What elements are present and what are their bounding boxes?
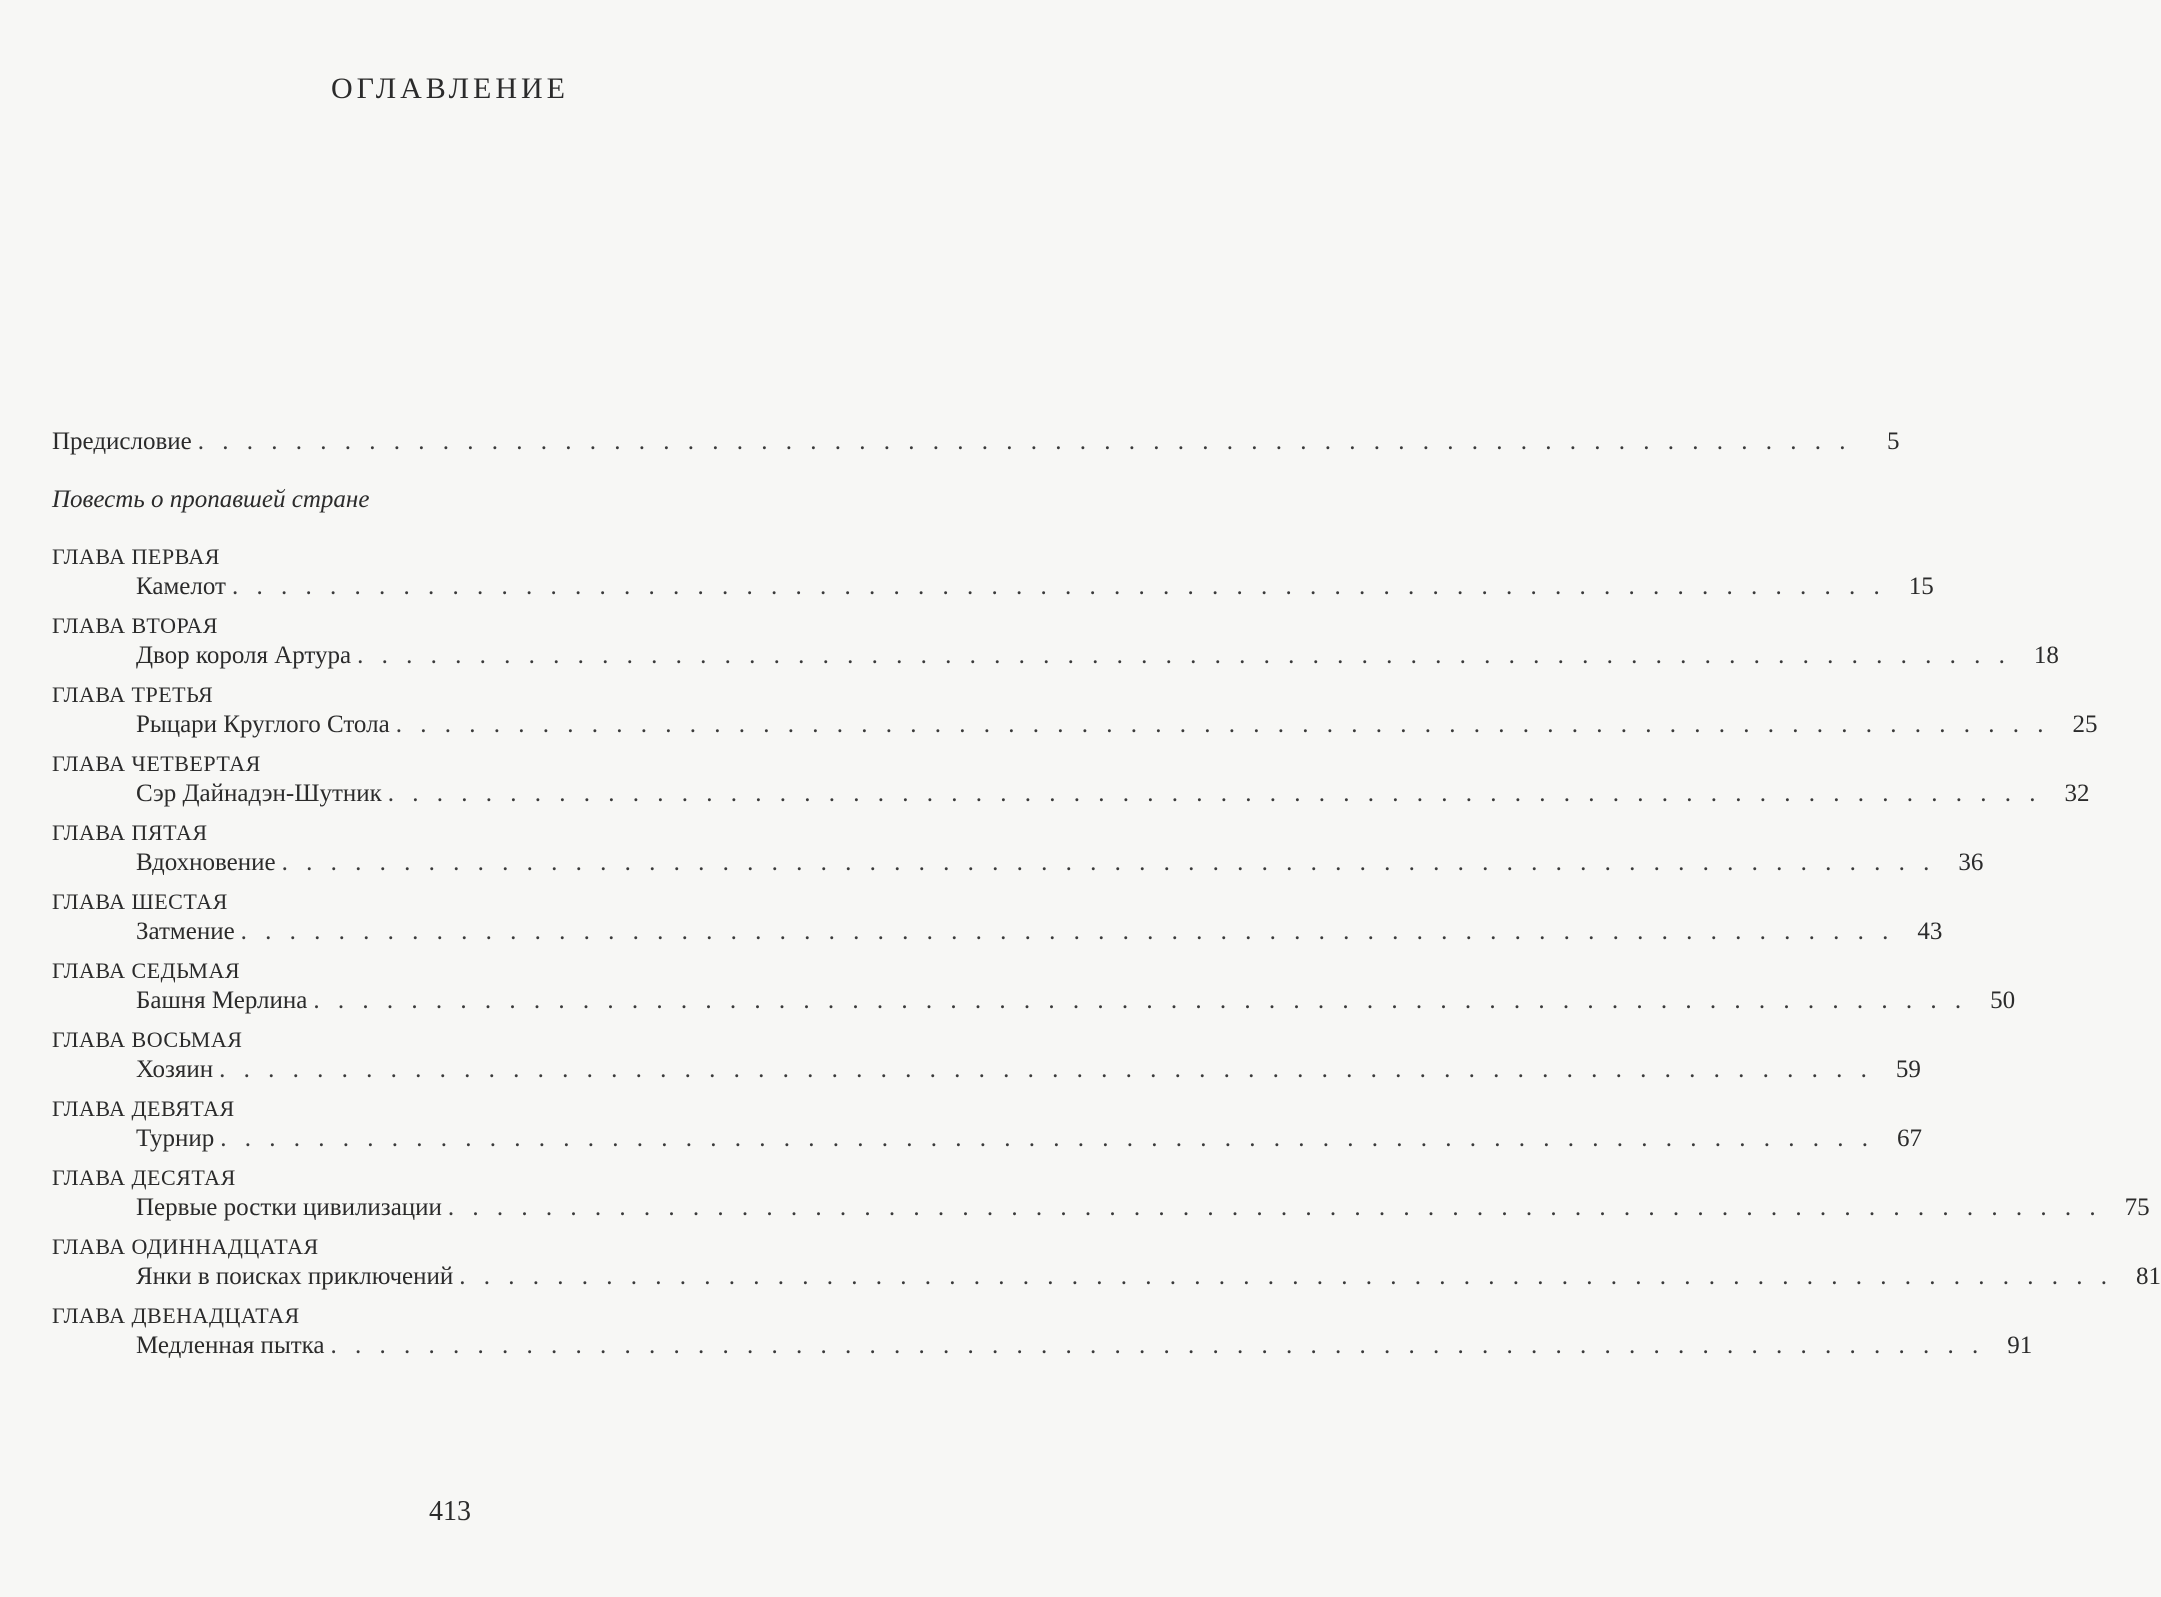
chapter-title: Медленная пытка: [136, 1332, 325, 1359]
dot-leader: . . . . . . . . . . . . . . . . . . . . . . . . . . . . . . . . . . . . . . . . . . . . . . . . . . . . . . . . . . . . . . . . . . . .: [197, 428, 1852, 455]
dot-leader: . . . . . . . . . . . . . . . . . . . . . . . . . . . . . . . . . . . . . . . . . . . . . . . . . . . . . . . . . . . . . . . . . . . .: [240, 918, 1895, 945]
table-of-contents: [52, 425, 2161, 1371]
dot-leader: . . . . . . . . . . . . . . . . . . . . . . . . . . . . . . . . . . . . . . . . . . . . . . . . . . . . . . . . . . . . . . . . . . . .: [330, 1332, 1985, 1359]
dot-leader: . . . . . . . . . . . . . . . . . . . . . . . . . . . . . . . . . . . . . . . . . . . . . . . . . . . . . . . . . . . . . . . . . . . .: [231, 573, 1886, 600]
chapter-entry: [52, 915, 1943, 949]
chapter-page-number: 25: [2072, 711, 2098, 738]
chapter-title: Двор короля Артура: [136, 642, 352, 669]
chapter-entry: [52, 1329, 2033, 1363]
chapter-entry: [52, 708, 2098, 742]
page-title: ОГЛАВЛЕНИЕ: [331, 72, 569, 105]
chapter-heading: ГЛАВА ДЕВЯТАЯ: [52, 1096, 235, 1121]
chapter-page-number: 36: [1958, 849, 1984, 876]
chapter-page-number: 75: [2124, 1194, 2150, 1221]
chapter-entry: [52, 1053, 1921, 1087]
chapter-entry: [52, 1260, 2161, 1294]
chapter-item: [52, 1302, 2033, 1363]
dot-leader: . . . . . . . . . . . . . . . . . . . . . . . . . . . . . . . . . . . . . . . . . . . . . . . . . . . . . . . . . . . . . . . . . . . .: [447, 1194, 2102, 1221]
chapter-item: [52, 1026, 1921, 1087]
chapter-entry: [52, 984, 2016, 1018]
chapter-title: Рыцари Круглого Стола: [136, 711, 390, 738]
dot-leader: . . . . . . . . . . . . . . . . . . . . . . . . . . . . . . . . . . . . . . . . . . . . . . . . . . . . . . . . . . . . . . . . . . . .: [220, 1125, 1875, 1152]
chapter-heading: ГЛАВА ШЕСТАЯ: [52, 889, 228, 914]
chapter-page-number: 43: [1917, 918, 1943, 945]
toc-entry-preface: [52, 425, 1900, 459]
chapter-title: Янки в поисках приключений: [136, 1263, 454, 1290]
chapter-item: [52, 888, 1943, 949]
dot-leader: . . . . . . . . . . . . . . . . . . . . . . . . . . . . . . . . . . . . . . . . . . . . . . . . . . . . . . . . . . . . . . . . . . . .: [281, 849, 1936, 876]
dot-leader: . . . . . . . . . . . . . . . . . . . . . . . . . . . . . . . . . . . . . . . . . . . . . . . . . . . . . . . . . . . . . . . . . . . .: [395, 711, 2050, 738]
chapter-entry: [52, 570, 1934, 604]
chapter-title: Турнир: [136, 1125, 215, 1152]
chapter-page-number: 67: [1897, 1125, 1923, 1152]
chapter-heading: ГЛАВА ОДИННАДЦАТАЯ: [52, 1234, 319, 1259]
chapter-heading: ГЛАВА СЕДЬМАЯ: [52, 958, 241, 983]
chapter-list: [52, 543, 2161, 1363]
chapter-entry: [52, 1191, 2150, 1225]
footer-page-number: 413: [429, 1496, 471, 1527]
chapter-heading: ГЛАВА ДЕСЯТАЯ: [52, 1165, 236, 1190]
chapter-page-number: 59: [1895, 1056, 1921, 1083]
chapter-heading: ГЛАВА ВТОРАЯ: [52, 613, 218, 638]
chapter-item: [52, 1233, 2161, 1294]
chapter-title: Сэр Дайнадэн-Шутник: [136, 780, 382, 807]
chapter-item: [52, 681, 2098, 742]
chapter-entry: [52, 777, 2090, 811]
chapter-page-number: 18: [2033, 642, 2059, 669]
dot-leader: . . . . . . . . . . . . . . . . . . . . . . . . . . . . . . . . . . . . . . . . . . . . . . . . . . . . . . . . . . . . . . . . . . . .: [357, 642, 2011, 669]
chapter-item: [52, 612, 2059, 673]
chapter-title: Вдохновение: [136, 849, 276, 876]
chapter-item: [52, 750, 2090, 811]
dot-leader: . . . . . . . . . . . . . . . . . . . . . . . . . . . . . . . . . . . . . . . . . . . . . . . . . . . . . . . . . . . . . . . . . . . .: [387, 780, 2042, 807]
chapter-item: [52, 957, 2016, 1018]
chapter-heading: ГЛАВА ПЯТАЯ: [52, 820, 208, 845]
chapter-heading: ГЛАВА ЧЕТВЕРТАЯ: [52, 751, 261, 776]
chapter-title: Хозяин: [136, 1056, 214, 1083]
toc-page-number: 5: [1887, 428, 1900, 455]
chapter-title: Камелот: [136, 573, 226, 600]
chapter-page-number: 81: [2136, 1263, 2161, 1290]
chapter-page-number: 32: [2064, 780, 2090, 807]
section-title: Повесть о пропавшей стране: [52, 486, 370, 513]
chapter-heading: ГЛАВА ВОСЬМАЯ: [52, 1027, 243, 1052]
chapter-entry: [52, 846, 1984, 880]
dot-leader: . . . . . . . . . . . . . . . . . . . . . . . . . . . . . . . . . . . . . . . . . . . . . . . . . . . . . . . . . . . . . . . . . . . .: [459, 1263, 2114, 1290]
chapter-entry: [52, 1122, 1923, 1156]
chapter-item: [52, 543, 1934, 604]
chapter-title: Затмение: [136, 918, 235, 945]
dot-leader: . . . . . . . . . . . . . . . . . . . . . . . . . . . . . . . . . . . . . . . . . . . . . . . . . . . . . . . . . . . . . . . . . . . .: [313, 987, 1968, 1014]
dot-leader: . . . . . . . . . . . . . . . . . . . . . . . . . . . . . . . . . . . . . . . . . . . . . . . . . . . . . . . . . . . . . . . . . . . .: [219, 1056, 1873, 1083]
chapter-entry: [52, 639, 2059, 673]
chapter-heading: ГЛАВА ПЕРВАЯ: [52, 544, 220, 569]
chapter-heading: ГЛАВА ТРЕТЬЯ: [52, 682, 214, 707]
toc-entry-label: Предисловие: [52, 428, 192, 455]
chapter-title: Башня Мерлина: [136, 987, 308, 1014]
chapter-item: [52, 1164, 2150, 1225]
chapter-item: [52, 819, 1984, 880]
chapter-page-number: 15: [1908, 573, 1934, 600]
chapter-item: [52, 1095, 1923, 1156]
chapter-title: Первые ростки цивилизации: [136, 1194, 442, 1221]
chapter-heading: ГЛАВА ДВЕНАДЦАТАЯ: [52, 1303, 300, 1328]
chapter-page-number: 50: [1990, 987, 2016, 1014]
chapter-page-number: 91: [2007, 1332, 2033, 1359]
